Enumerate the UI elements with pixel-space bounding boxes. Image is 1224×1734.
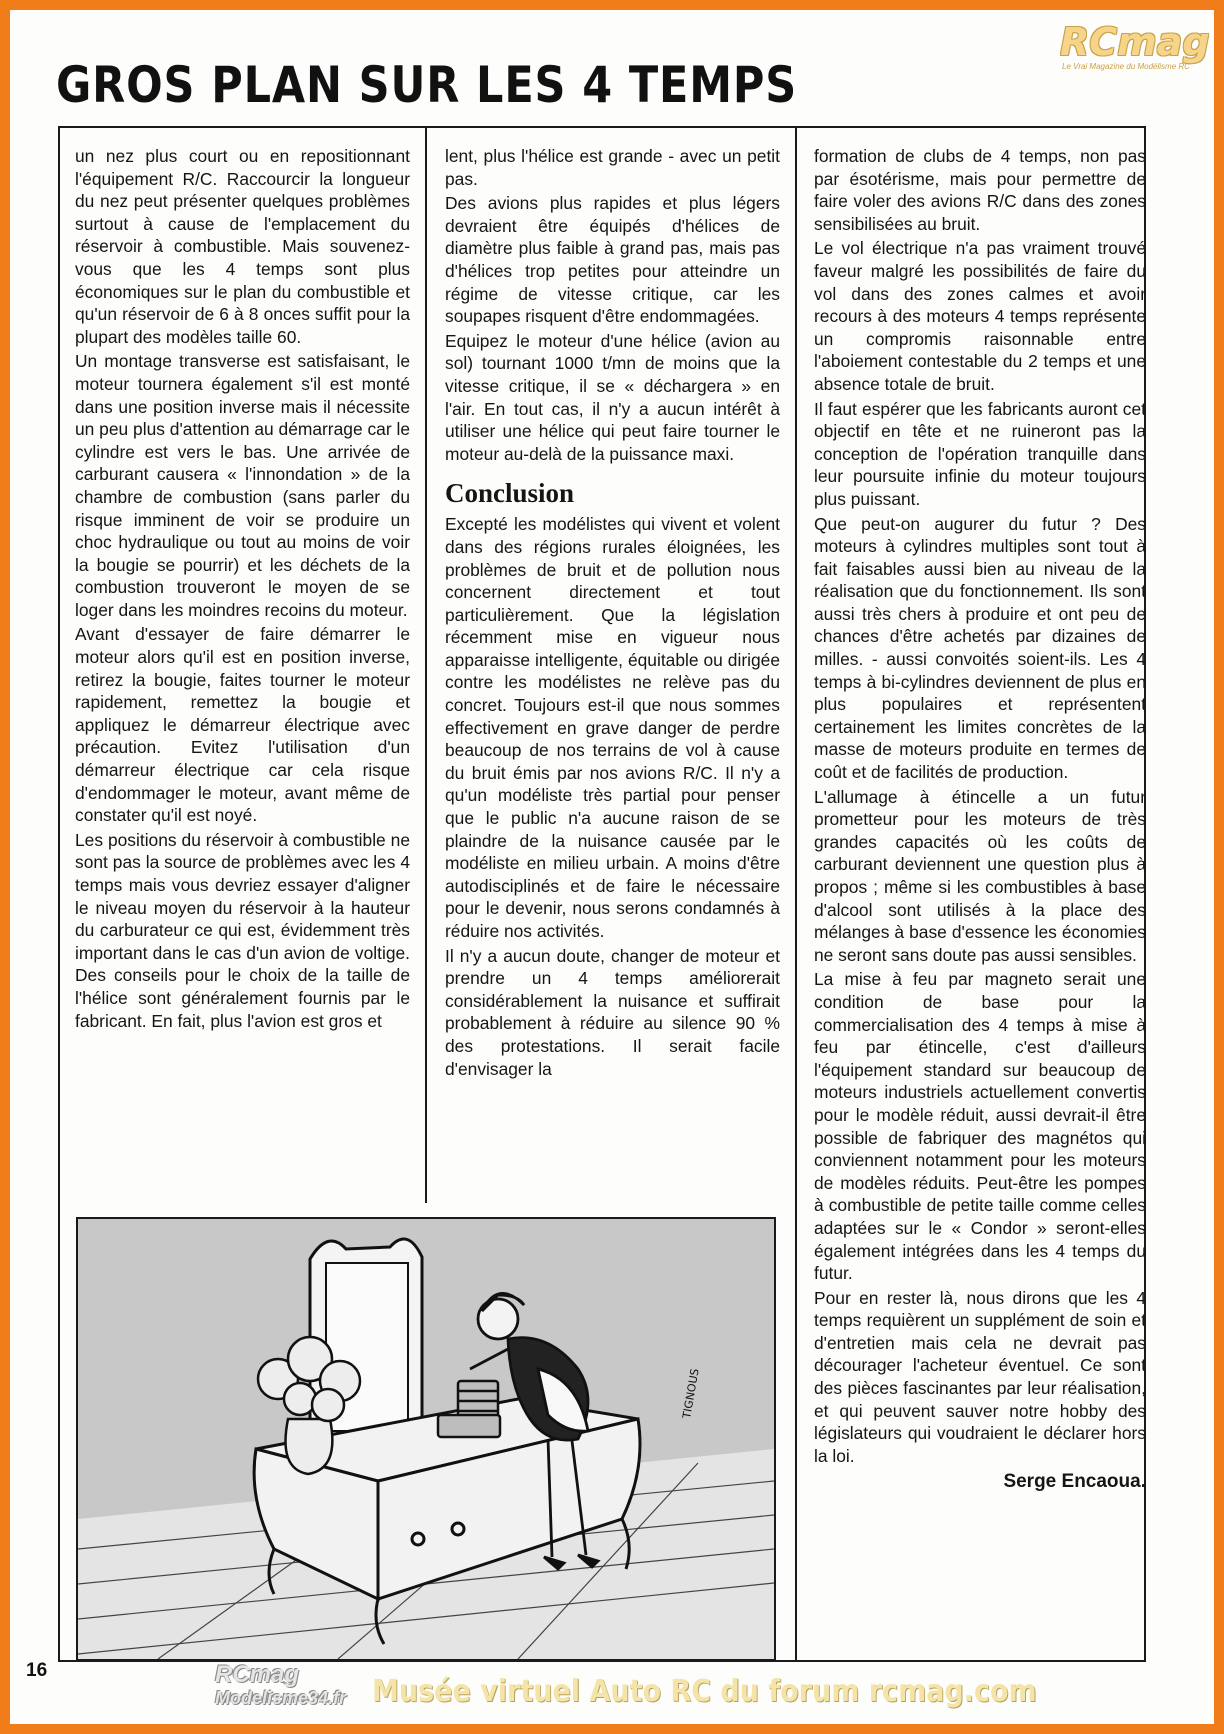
page-title: GROS PLAN SUR LES 4 TEMPS — [56, 56, 798, 114]
paragraph: Que peut-on augurer du futur ? Des moteurs à cylindres multiples sont tout à fait faisables aussi bien au niveau de la réalisation que du fonctionnement. Ils sont aussi très chers à produire et ont peu de chances d'être achetés par dizaines de milles. - aussi convoités soient-ils. Les 4 temps à bi-cylindres deviennent de plus en plus populaires et représentent certainement les limites concrètes de la masse de moteurs produite en termes de coût et de facilités de production. — [814, 513, 1146, 783]
article-column-2 — [445, 145, 780, 1082]
cartoon-drawing — [78, 1219, 774, 1659]
paragraph: Il faut espérer que les fabricants auront cet objectif en tête et ne ruineront pas la conception de l'opération tranquille dans leur poursuite infinie du moteur toujours plus puissant. — [814, 398, 1146, 509]
rcmag-logo-subtitle: Le Vrai Magazine du Modélisme RC — [1062, 62, 1190, 71]
paragraph: Excepté les modélistes qui vivent et volent dans des régions rurales éloignées, les problèmes de bruit et de pollution nous concernent directement et tout particulièrement. Que la législation récemment mise en vigueur nous apparaisse intelligente, équitable ou dirigée contre les modélistes ne relève pas du concret. Toujours est-il que nous sommes effectivement en grave danger de perdre beaucoup de nos terrains de vol à cause du bruit émis par nos avions R/C. Il n'y a qu'un modéliste très partial pour penser que le public n'a aucune raison de se plaindre de la nuisance causée par le modéliste en milieu urbain. A moins d'être autodisciplinés et de faire le nécessaire pour le devenir, nous serons condamnés à réduire nos activités. — [445, 514, 780, 941]
paragraph: Il n'y a aucun doute, changer de moteur et prendre un 4 temps améliorerait considérablement la nuisance et suffirait probablement à réduire au silence 90 % des protestations. Il serait facile d'envisager la — [445, 945, 780, 1079]
cartoon-artist-signature: TIGNOUS — [680, 1367, 702, 1420]
paragraph: L'allumage à étincelle a un futur prometteur pour les moteurs de très grandes capacités où les coûts de carburant deviennent une question plus à propos ; même si les combustibles à base d'alcool sont utilisés à la place des mélanges à base d'essence les économies ne seront sans doute pas aussi sensibles. — [814, 786, 1146, 965]
paragraph: Pour en rester là, nous dirons que les 4 temps requièrent un supplément de soin et d'entretien mais cela ne devrait pas décourager l'acheteur éventuel. Ce sont des pièces fascinantes par leur réalisation, et qui peuvent sauver notre hobby des législateurs qui voudraient le déclarer hors la loi. — [814, 1287, 1146, 1466]
column-rule-1 — [425, 128, 427, 1203]
cartoon-illustration — [76, 1217, 776, 1661]
paragraph: Des avions plus rapides et plus légers devraient être équipés d'hélices de diamètre plus faible à grand pas, mais pas d'hélices trop petites pour atteindre un régime de vitesse critique, car les soupapes risquent d'être endommagées. — [445, 193, 780, 327]
paragraph: Le vol électrique n'a pas vraiment trouvé faveur malgré les possibilités de faire du vol dans des zones calmes et avoir recours à des moteurs 4 temps représente un compromis raisonnable entre l'aboiement contestable du 2 temps et une absence totale de bruit. — [814, 238, 1146, 394]
footer-brand-site: Modelisme34.fr — [215, 1688, 347, 1708]
author-signature: Serge Encaoua. — [1003, 1471, 1146, 1493]
article-column-1 — [75, 145, 410, 1034]
paragraph: Equipez le moteur d'une hélice (avion au sol) tournant 1000 t/mn de moins que la vitesse critique, il se « déchargera » en l'air. En tout cas, il n'y a aucun intérêt à utiliser une hélice qui peut faire tourner le moteur au-delà de la puissance maxi. — [445, 330, 780, 464]
paragraph: Les positions du réservoir à combustible ne sont pas la source de problèmes avec les 4 temps mais vous devriez essayer d'aligner le niveau moyen du réservoir à la hauteur du carburateur ce qui est, évidemment très important dans le cas d'un avion de voltige. Des conseils pour le choix de la taille de l'hélice sont généralement fournis par le fabricant. En fait, plus l'avion est gros et — [75, 829, 410, 1031]
section-heading-conclusion: Conclusion — [445, 478, 575, 509]
paragraph: un nez plus court ou en repositionnant l'équipement R/C. Raccourcir la longueur du nez peut présenter quelques problèmes surtout à cause de l'emplacement du réservoir à combustible. Mais souvenez-vous que les 4 temps sont plus économiques sur le plan du combustible et qu'un réservoir de 6 à 8 onces suffit pour la plupart des modèles taille 60. — [75, 146, 410, 347]
paragraph: Avant d'essayer de faire démarrer le moteur alors qu'il est en position inverse, retirez la bougie, faites tourner le moteur rapidement, remettez la bougie et appliquez le démarreur électrique avec précaution. Evitez l'utilisation d'un démarreur électrique car cela risque d'endommager le moteur, avant même de constater qu'il est noyé. — [75, 624, 410, 826]
paragraph: lent, plus l'hélice est grande - avec un petit pas. — [445, 146, 780, 189]
article-column-3 — [814, 145, 1146, 1494]
page-number: 16 — [26, 1660, 48, 1681]
rcmag-logo: RCmag — [1060, 20, 1210, 64]
footer-brand-logo: RCmag — [215, 1661, 300, 1688]
paragraph: La mise à feu par magneto serait une condition de base pour la commercialisation des 4 temps à mise à feu par étincelle, c'est d'ailleurs l'équipement standard sur beaucoup de moteurs industriels actuellement convertis pour le modèle réduit, aussi devrait-il être possible de fabriquer des magnétos qui conviennent notamment pour les moteurs de modèles réduits. Peut-être les pompes à combustible de petite taille comme celles adaptées sur le « Condor » seront-elles également intégrées dans les 4 temps du futur. — [814, 969, 1146, 1284]
paragraph: formation de clubs de 4 temps, non pas par ésotérisme, mais pour permettre de faire voler des avions R/C dans des zones sensibilisées au bruit. — [814, 146, 1146, 234]
footer-watermark: Musée virtuel Auto RC du forum rcmag.com — [372, 1674, 1037, 1709]
column-rule-2 — [795, 128, 797, 1662]
paragraph: Un montage transverse est satisfaisant, le moteur tournera également s'il est monté dans une position inverse mais il nécessite un peu plus d'attention au démarrage car le cylindre est vers le bas. Une arrivée de carburant causera « l'innondation » de la chambre de combustion (sans parler du risque imminent de voir se produire un choc hydraulique ou tout au moins de voir la bougie se pourrir) et les déchets de la combustion trouveront le moyen de se loger dans les moindres recoins du moteur. — [75, 351, 410, 620]
